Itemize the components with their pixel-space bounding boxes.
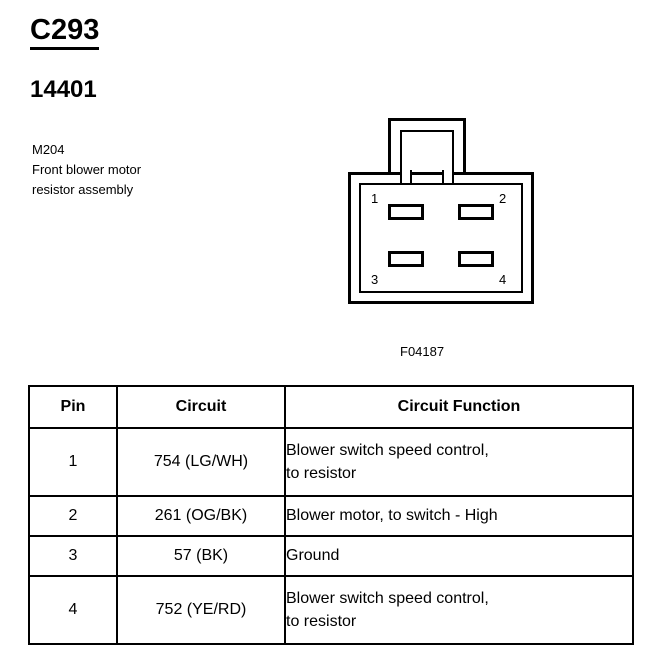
cell-circuit: 57 (BK) [117,536,285,576]
cell-pin: 4 [29,576,117,644]
column-header-circuit-function: Circuit Function [285,386,633,428]
cell-function [285,428,633,496]
pin-cavity-2 [458,204,494,220]
connector-illustration [348,118,540,308]
table-header-row [29,386,633,428]
pin-cavity-1 [388,204,424,220]
part-number: 14401 [30,76,97,103]
cell-function-line1: Blower motor, to switch - High [286,507,498,525]
connector-notch-left [400,170,412,184]
table-row [29,576,633,644]
component-code: M204 [32,142,65,157]
cell-function-line1: Blower switch speed control, [286,441,489,459]
pin-number-2: 2 [499,191,507,206]
table-row [29,428,633,496]
connector-notch-right [442,170,454,184]
cell-function-line2: to resistor [286,613,357,630]
component-name-line1: Front blower motor [32,162,142,178]
cell-function-line1: Blower switch speed control, [286,589,489,607]
cell-circuit: 752 (YE/RD) [117,576,285,644]
table-row [29,496,633,536]
pin-table [28,385,634,645]
column-header-circuit: Circuit [117,386,285,428]
pin-cavity-3 [388,251,424,267]
connector-id-title: C293 [30,16,99,50]
cell-function [285,576,633,644]
pin-cavity-4 [458,251,494,267]
cell-pin: 3 [29,536,117,576]
cell-pin: 2 [29,496,117,536]
cell-function [285,536,633,576]
component-name-line2: resistor assembly [32,182,134,198]
table-row [29,536,633,576]
column-header-pin: Pin [29,386,117,428]
figure-code: F04187 [400,344,445,359]
pin-number-1: 1 [371,191,379,206]
component-label [32,140,141,200]
pin-number-3: 3 [371,272,379,287]
cell-circuit: 261 (OG/BK) [117,496,285,536]
cell-function-line2: to resistor [286,465,357,482]
cell-circuit: 754 (LG/WH) [117,428,285,496]
cell-pin: 1 [29,428,117,496]
cell-function-line1: Ground [286,547,340,565]
pin-number-4: 4 [499,272,507,287]
cell-function [285,496,633,536]
